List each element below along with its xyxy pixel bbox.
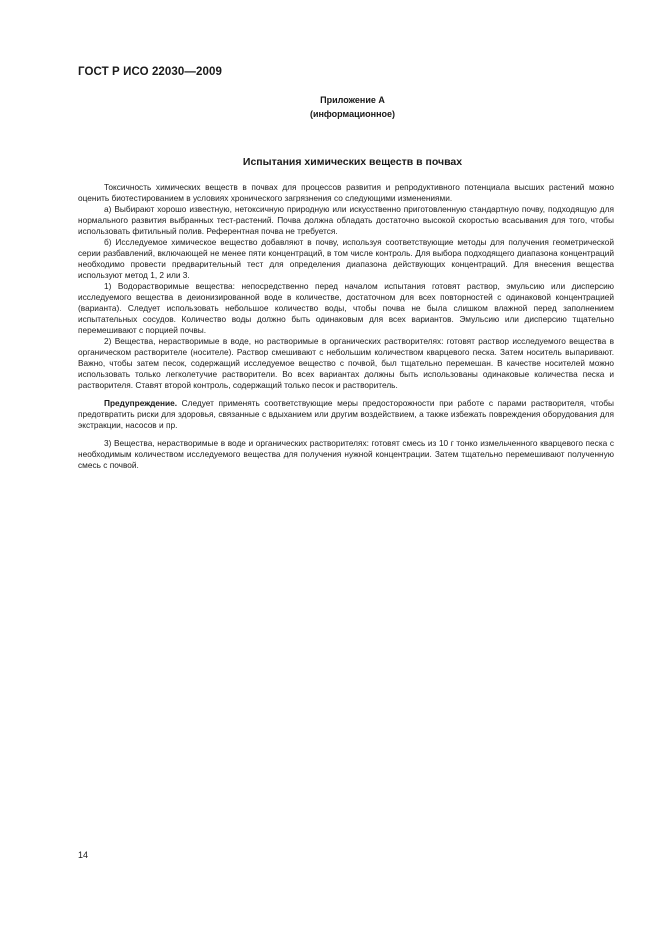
appendix-subtitle: (информационное) <box>309 109 396 119</box>
paragraph-intro: Токсичность химических веществ в почвах для процессов развития и репродуктивного потенциала высших растений можно оценить биотестированием в условиях хронического загрязнения со следующими изменениями. <box>78 182 614 203</box>
warning-label: Предупреждение. <box>104 398 178 408</box>
page-number: 14 <box>78 850 89 860</box>
body-text <box>78 182 614 471</box>
paragraph-b: б) Исследуемое химическое вещество добавляют в почву, используя соответствующие методы для получения геометрической серии разбавлений, включающей не менее пяти концентраций, в том числе контроль. Для выбора подходящего диапазона концентраций необходимо провести предварительный тест для определения диапазона действующих концентраций. Для внесения вещества используют метод 1, 2 или 3. <box>78 237 614 280</box>
section-title: Испытания химических веществ в почвах <box>242 156 463 168</box>
standard-code: ГОСТ Р ИСО 22030—2009 <box>78 66 223 78</box>
paragraph-method-1: 1) Водорастворимые вещества: непосредственно перед началом испытания готовят раствор, эмульсию или дисперсию исследуемого вещества в деионизированной воде в количестве, достаточном для всех повторностей с одинаковой концентрацией (варианта). Следует использовать небольшое количество воды, чтобы почва не была слишком влажной перед заполнением испытательных сосудов. Количество воды должно быть одинаковым для всех вариантов. Эмульсию или дисперсию тщательно перемешивают с порцией почвы. <box>78 281 614 335</box>
paragraph-method-2: 2) Вещества, нерастворимые в воде, но растворимые в органических растворителях: готовят раствор исследуемого вещества в органическом растворителе (носителе). Раствор смешивают с небольшим количеством кварцевого песка. Затем носитель выпаривают. Важно, чтобы затем песок, содержащий исследуемое вещество с почвой, был тщательно перемешан. В качестве носителей можно использовать только легколетучие растворители. Во всех вариантах должны быть использованы одинаковые количества песка и растворителя. Ставят второй контроль, содержащий только песок и растворитель. <box>78 336 614 390</box>
paragraph-method-3: 3) Вещества, нерастворимые в воде и органических растворителях: готовят смесь из 10 г тонко измельченного кварцевого песка с необходимым количеством исследуемого вещества для получения нужной концентрации. Затем тщательно перемешивают полученную смесь с почвой. <box>78 438 614 470</box>
appendix-title: Приложение А <box>320 95 385 105</box>
paragraph-a: а) Выбирают хорошо известную, нетоксичную природную или искусственно приготовленную стандартную почву, подходящую для нормального развития выбранных тест-растений. Почва должна обладать достаточно высокой скоростью всасывания для того, чтобы использовать фитильный полив. Референтная почва не требуется. <box>78 204 614 236</box>
warning-paragraph <box>78 398 614 431</box>
warning-text: Следует применять соответствующие меры предосторожности при работе с парами растворителя, чтобы предотвратить риски для здоровья, связанные с вдыханием или другим воздействием, а также избежать повреждения оборудования для экстракции, насосов и пр. <box>78 398 614 430</box>
